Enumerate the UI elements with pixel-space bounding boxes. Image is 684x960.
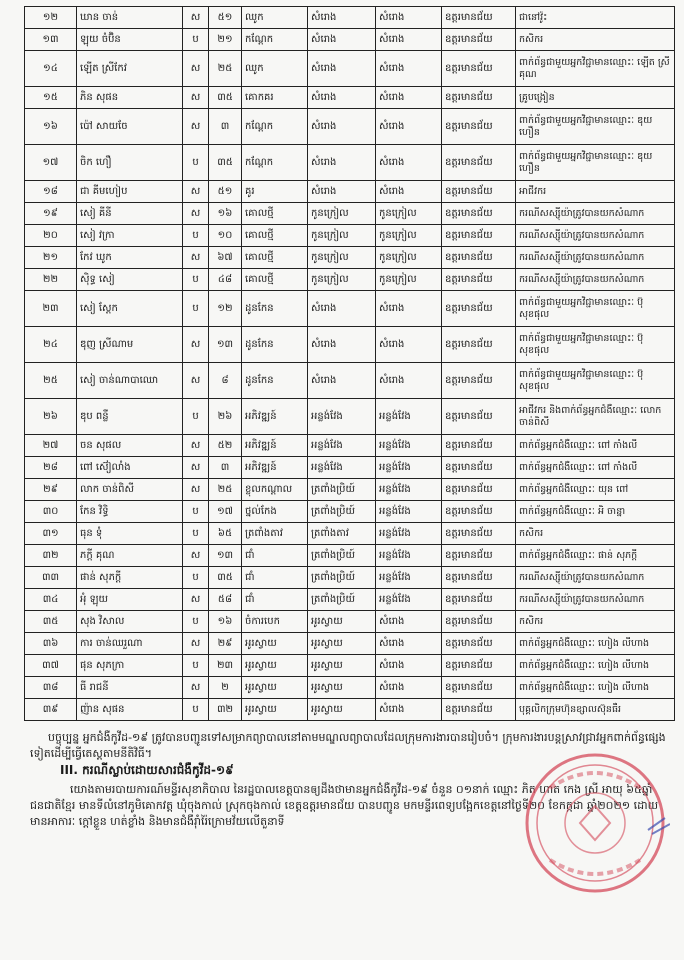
commune-cell: ត្រពាំងប្រិយ៍ [308,589,376,611]
row-number-cell: ៣០ [25,501,77,523]
age-cell: ៨ [209,363,242,399]
row-number-cell: ២៧ [25,435,77,457]
table-row [25,567,675,589]
district-cell: ឧត្តរមានជ័យ [442,109,516,145]
district-commune-cell: សំរោង [376,327,442,363]
case-note-cell: ករណីសស្ស៊ីយ៉ាត្រូវបានយកសំណាក [516,589,675,611]
row-number-cell: ១៦ [25,109,77,145]
district-cell: ឧត្តរមានជ័យ [442,501,516,523]
village-of-residence-cell: ចំការបេក [242,611,308,633]
age-cell: ៣៥ [209,567,242,589]
village-of-residence-cell: ថ្នល់កែង [242,501,308,523]
sex-cell: ស [183,435,209,457]
district-cell: ឧត្តរមានជ័យ [442,545,516,567]
village-of-residence-cell: ឈូក [242,51,308,87]
table-row [25,363,675,399]
sex-cell: ស [183,363,209,399]
age-cell: ៥២ [209,435,242,457]
district-cell: ឧត្តរមានជ័យ [442,203,516,225]
case-note-cell: ពាក់ព័ន្ធជាមួយអ្នកវិជ្ជាមានឈ្មោះៈ ឡើត ស្រីគុណ [516,51,675,87]
sex-cell: ស [183,327,209,363]
table-row [25,457,675,479]
commune-cell: សំរោង [308,7,376,29]
case-note-cell: ពាក់ព័ន្ធជាមួយអ្នកវិជ្ជាមានឈ្មោះៈ ប៊ុ សុខផុល [516,363,675,399]
person-name-cell: ឌុញ ស្រីណាម [77,327,183,363]
table-row [25,327,675,363]
person-name-cell: ឡើត ស្រីកែវ [77,51,183,87]
village-of-residence-cell: អូរស្វាយ [242,655,308,677]
case-note-cell: ជានៅវ៉ូះ [516,7,675,29]
commune-cell: សំរោង [308,363,376,399]
village-of-residence-cell: គូរ [242,181,308,203]
commune-cell: ត្រពាំងប្រិយ៍ [308,479,376,501]
commune-cell: សំរោង [308,327,376,363]
table-row [25,51,675,87]
case-note-cell: ករណីសស្ស៊ីយ៉ាត្រូវបានយកសំណាក [516,269,675,291]
sex-cell: ស [183,589,209,611]
district-commune-cell: សំរោង [376,109,442,145]
district-cell: ឧត្តរមានជ័យ [442,87,516,109]
table-row [25,479,675,501]
age-cell: ២៥ [209,479,242,501]
row-number-cell: ២៨ [25,457,77,479]
case-note-cell: ករណីសស្ស៊ីយ៉ាត្រូវបានយកសំណាក [516,225,675,247]
district-cell: ឧត្តរមានជ័យ [442,181,516,203]
person-name-cell: សុង វិសាល [77,611,183,633]
row-number-cell: ៣៧ [25,655,77,677]
village-of-residence-cell: អូរស្វាយ [242,699,308,721]
row-number-cell: ២២ [25,269,77,291]
row-number-cell: ៣៥ [25,611,77,633]
row-number-cell: ២៤ [25,327,77,363]
commune-cell: ត្រពាំងប្រិយ៍ [308,501,376,523]
district-commune-cell: អន្លង់វែង [376,545,442,567]
commune-cell: អូរស្វាយ [308,677,376,699]
commune-cell: សំរោង [308,87,376,109]
table-row [25,435,675,457]
row-number-cell: ១៣ [25,29,77,51]
age-cell: ១៣ [209,327,242,363]
person-name-cell: ជា គីមហៀប [77,181,183,203]
row-number-cell: ១៩ [25,203,77,225]
person-name-cell: លាក ចាន់ពិសី [77,479,183,501]
table-row [25,699,675,721]
sex-cell: ប [183,29,209,51]
district-commune-cell: សំរោង [376,29,442,51]
sex-cell: ប [183,291,209,327]
district-commune-cell: សំរោង [376,655,442,677]
person-name-cell: ធុន ទុំ [77,523,183,545]
district-commune-cell: អន្លង់វែង [376,399,442,435]
row-number-cell: ៣៣ [25,567,77,589]
row-number-cell: ១២ [25,7,77,29]
sex-cell: ស [183,87,209,109]
district-commune-cell: សំរោង [376,611,442,633]
district-cell: ឧត្តរមានជ័យ [442,225,516,247]
commune-cell: សំរោង [308,145,376,181]
district-cell: ឧត្តរមានជ័យ [442,399,516,435]
commune-cell: កូនក្រៀល [308,225,376,247]
row-number-cell: ២៦ [25,399,77,435]
village-of-residence-cell: គោលថ្មី [242,247,308,269]
person-name-cell: ភិន សុផន [77,87,183,109]
row-number-cell: ១៤ [25,51,77,87]
roster-body [25,7,675,721]
row-number-cell: ៣១ [25,523,77,545]
age-cell: ២១ [209,29,242,51]
age-cell: ៥១ [209,7,242,29]
village-of-residence-cell: ជាំ [242,567,308,589]
district-commune-cell: អន្លង់វែង [376,479,442,501]
case-note-cell: អាជីវករ [516,181,675,203]
case-note-cell: ពាក់ព័ន្ធជាមួយអ្នកវិជ្ជាមានឈ្មោះៈ ឌុយ ហឿន [516,109,675,145]
sex-cell: ស [183,203,209,225]
commune-cell: អន្លង់វែង [308,457,376,479]
person-name-cell: ស៊ិទ្ធ សៀ [77,269,183,291]
case-note-cell: ករណីសស្ស៊ីយ៉ាត្រូវបានយកសំណាក [516,203,675,225]
age-cell: ៤៨ [209,269,242,291]
age-cell: ១៣ [209,545,242,567]
case-note-cell: ពាក់ព័ន្ធជាមួយអ្នកវិជ្ជាមានឈ្មោះៈ ឌុយ ហឿន [516,145,675,181]
person-name-cell: សៀ ស្តែក [77,291,183,327]
table-row [25,655,675,677]
sex-cell: ប [183,567,209,589]
commune-cell: សំរោង [308,109,376,145]
table-row [25,181,675,203]
case-note-cell: ពាក់ព័ន្ធអ្នកជំងឺឈ្មោះៈ អិ ចាន្នា [516,501,675,523]
table-row [25,29,675,51]
district-commune-cell: សំរោង [376,7,442,29]
person-name-cell: ឡុយ ចំប៊ិន [77,29,183,51]
commune-cell: សំរោង [308,181,376,203]
district-cell: ឧត្តរមានជ័យ [442,145,516,181]
age-cell: ៥១ [209,181,242,203]
table-row [25,225,675,247]
district-commune-cell: សំរោង [376,633,442,655]
case-roster-table [24,6,675,721]
table-row [25,633,675,655]
district-commune-cell: សំរោង [376,363,442,399]
district-commune-cell: អន្លង់វែង [376,457,442,479]
case-note-cell: ពាក់ព័ន្ធអ្នកជំងឺឈ្មោះៈ ពៅ កាំងលី [516,457,675,479]
person-name-cell: ផាន់ សុភក្តី [77,567,183,589]
person-name-cell: ភក្តី គុណ [77,545,183,567]
person-name-cell: ពៅ ស៊ៀលាំង [77,457,183,479]
age-cell: ៥៨ [209,589,242,611]
district-cell: ឧត្តរមានជ័យ [442,7,516,29]
village-of-residence-cell: ដូនកែន [242,327,308,363]
row-number-cell: ១៧ [25,145,77,181]
village-of-residence-cell: អូរស្វាយ [242,633,308,655]
person-name-cell: ញ៉ាន សុផន [77,699,183,721]
commune-cell: សំរោង [308,29,376,51]
row-number-cell: ៣៤ [25,589,77,611]
village-of-residence-cell: ខ្លុលកណ្តាល [242,479,308,501]
age-cell: ១២ [209,291,242,327]
person-name-cell: ផុន សុភក្រា [77,655,183,677]
table-row [25,399,675,435]
table-row [25,203,675,225]
village-of-residence-cell: ជាំ [242,589,308,611]
district-commune-cell: សំរោង [376,87,442,109]
row-number-cell: ២៥ [25,363,77,399]
commune-cell: អូរស្វាយ [308,655,376,677]
death-report-paragraph: យោងតាមរបាយការណ៍មន្ទីរសុខាភិបាល នៃរដ្ឋបាលខេត្តបានឲ្យដឹងថាមានអ្នកជំងឺកូវីដ-១៩ ចំនួន ០១នាក់ ឈ្មោះ ភិត ហាត កេង ស្រី អាយុ ៦៥ឆ្នាំ ជនជាតិខ្មែរ មានទីលំនៅភូមិគោកវត្ត ឃុំចុងកាល់ ស្រុកចុងកាល់ ខេត្តឧត្តរមានជ័យ បានបញ្ជូន មកមន្ទីរពេទ្យបង្អែកខេត្តនៅថ្ងៃទី២០ ខែកក្កដា ឆ្នាំ២០២១ ដោយមានអាការៈ ក្តៅខ្លួន ហត់ខ្លាំង និងមានជំងឺរ៉ាំរ៉ៃក្រោមវ័យលើតួនាទី [30,783,659,828]
row-number-cell: ១៨ [25,181,77,203]
person-name-cell: ឃាន ចាន់ [77,7,183,29]
village-of-residence-cell: ដូនកែន [242,363,308,399]
commune-cell: អូរស្វាយ [308,611,376,633]
person-name-cell: កែន វិទ្ធិ [77,501,183,523]
village-of-residence-cell: កណ្តែក [242,145,308,181]
age-cell: ៣៥ [209,87,242,109]
person-name-cell: កែវ ឃូក [77,247,183,269]
district-cell: ឧត្តរមានជ័យ [442,291,516,327]
village-of-residence-cell: គោលថ្មី [242,269,308,291]
age-cell: ៣ [209,109,242,145]
district-commune-cell: សំរោង [376,145,442,181]
case-note-cell: ពាក់ព័ន្ធអ្នកជំងឺឈ្មោះៈ យុន ពៅ [516,479,675,501]
age-cell: ១៦ [209,203,242,225]
village-of-residence-cell: គោលថ្មី [242,203,308,225]
age-cell: ២ [209,677,242,699]
person-name-cell: ចិក ហឿ [77,145,183,181]
status-paragraph: បច្ចុប្បន្ន អ្នកជំងឺកូវីដ-១៩ ត្រូវបានបញ្ជូនទៅសម្រាកព្យាបាលនៅតាមមណ្ឌលព្យាបាលដែលក្រុមការងារបានរៀបចំ។ ក្រុមការងារបន្តស្រាវជ្រាវអ្នកពាក់ព័ន្ធផ្សេងទៀតដើម្បីធ្វើតេស្តតាមនីតិវិធី។ [30,731,666,760]
sex-cell: ប [183,225,209,247]
case-note-cell: ពាក់ព័ន្ធជាមួយអ្នកវិជ្ជាមានឈ្មោះៈ ប៊ុ សុខផុល [516,327,675,363]
row-number-cell: ៣៦ [25,633,77,655]
village-of-residence-cell: អភិវឌ្ឍន៍ [242,399,308,435]
age-cell: ២៩ [209,633,242,655]
sex-cell: ស [183,181,209,203]
district-cell: ឧត្តរមានជ័យ [442,611,516,633]
row-number-cell: ២១ [25,247,77,269]
district-commune-cell: កូនក្រៀល [376,203,442,225]
case-note-cell: កសិករ [516,523,675,545]
table-row [25,269,675,291]
district-commune-cell: អន្លង់វែង [376,523,442,545]
table-row [25,501,675,523]
case-note-cell: ករណីសស្ស៊ីយ៉ាត្រូវបានយកសំណាក [516,247,675,269]
sex-cell: ប [183,699,209,721]
official-seal-stamp [520,748,670,898]
person-name-cell: សៀ ចាន់ណាបាឈោ [77,363,183,399]
case-note-cell: បុគ្គលិកក្រុមហ៊ុនខ្សាលស៊ុនធឺរ [516,699,675,721]
district-cell: ឧត្តរមានជ័យ [442,457,516,479]
age-cell: ២៦ [209,399,242,435]
district-commune-cell: អន្លង់វែង [376,589,442,611]
case-note-cell: ករណីសស្ស៊ីយ៉ាត្រូវបានយកសំណាក [516,567,675,589]
commune-cell: ត្រពាំងតាវ [308,523,376,545]
district-commune-cell: កូនក្រៀល [376,269,442,291]
person-name-cell: ធី រាជនី [77,677,183,699]
district-cell: ឧត្តរមានជ័យ [442,633,516,655]
age-cell: ១៧ [209,501,242,523]
district-cell: ឧត្តរមានជ័យ [442,327,516,363]
district-cell: ឧត្តរមានជ័យ [442,699,516,721]
table-row [25,291,675,327]
age-cell: ១៦ [209,611,242,633]
section-heading-deaths: III. ករណីស្លាប់ដោយសារជំងឺកូវីដ-១៩ [60,763,234,777]
district-commune-cell: កូនក្រៀល [376,247,442,269]
sex-cell: ប [183,269,209,291]
age-cell: ៦៧ [209,247,242,269]
age-cell: ៦៥ [209,523,242,545]
table-row [25,589,675,611]
district-cell: ឧត្តរមានជ័យ [442,655,516,677]
table-row [25,7,675,29]
row-number-cell: ៣៩ [25,699,77,721]
table-row [25,109,675,145]
case-note-cell: ពាក់ព័ន្ធអ្នកជំងឺឈ្មោះៈ ហៀង លីហាង [516,633,675,655]
commune-cell: កូនក្រៀល [308,247,376,269]
village-of-residence-cell: ឈូក [242,7,308,29]
case-note-cell: គ្រូបង្រៀន [516,87,675,109]
district-cell: ឧត្តរមានជ័យ [442,247,516,269]
district-commune-cell: សំរោង [376,181,442,203]
case-note-cell: ពាក់ព័ន្ធអ្នកជំងឺឈ្មោះៈ ហៀង លីហាង [516,655,675,677]
age-cell: ២៥ [209,51,242,87]
row-number-cell: ៣៨ [25,677,77,699]
row-number-cell: ២០ [25,225,77,247]
sex-cell: ស [183,633,209,655]
sex-cell: ស [183,677,209,699]
person-name-cell: ឌុប ពន្លឺ [77,399,183,435]
sex-cell: ស [183,109,209,145]
district-commune-cell: សំរោង [376,677,442,699]
table-row [25,523,675,545]
case-note-cell: ពាក់ព័ន្ធអ្នកជំងឺឈ្មោះៈ ពៅ កាំងលី [516,435,675,457]
person-name-cell: អុំ ឡុយ [77,589,183,611]
village-of-residence-cell: កណ្តែក [242,29,308,51]
table-row [25,677,675,699]
commune-cell: កូនក្រៀល [308,203,376,225]
sex-cell: ស [183,479,209,501]
commune-cell: អន្លង់វែង [308,435,376,457]
sex-cell: ស [183,51,209,87]
district-cell: ឧត្តរមានជ័យ [442,677,516,699]
commune-cell: អន្លង់វែង [308,399,376,435]
age-cell: ៣ [209,457,242,479]
case-note-cell: កសិករ [516,29,675,51]
sex-cell: ស [183,247,209,269]
age-cell: ៣២ [209,699,242,721]
district-cell: ឧត្តរមានជ័យ [442,269,516,291]
commune-cell: សំរោង [308,291,376,327]
village-of-residence-cell: គោលថ្មី [242,225,308,247]
commune-cell: អូរស្វាយ [308,633,376,655]
district-commune-cell: កូនក្រៀល [376,225,442,247]
village-of-residence-cell: គោកគរ [242,87,308,109]
district-commune-cell: អន្លង់វែង [376,435,442,457]
row-number-cell: ១៥ [25,87,77,109]
commune-cell: ត្រពាំងប្រិយ៍ [308,545,376,567]
case-note-cell: អាជីវករ និងពាក់ព័ន្ធអ្នកជំងឺឈ្មោះៈ លោក ចាន់ពិសី [516,399,675,435]
person-name-cell: ប៉ៅ សាយចែ [77,109,183,145]
commune-cell: កូនក្រៀល [308,269,376,291]
district-cell: ឧត្តរមានជ័យ [442,479,516,501]
person-name-cell: សៀ គីនី [77,203,183,225]
sex-cell: ស [183,7,209,29]
sex-cell: ស [183,545,209,567]
district-commune-cell: សំរោង [376,291,442,327]
village-of-residence-cell: កណ្តែក [242,109,308,145]
age-cell: ២៣ [209,655,242,677]
row-number-cell: ២៩ [25,479,77,501]
sex-cell: ប [183,611,209,633]
table-row [25,247,675,269]
commune-cell: ត្រពាំងប្រិយ៍ [308,567,376,589]
person-name-cell: ចន សុផល [77,435,183,457]
table-row [25,611,675,633]
commune-cell: សំរោង [308,51,376,87]
village-of-residence-cell: អភិវឌ្ឍន៍ [242,457,308,479]
age-cell: ១០ [209,225,242,247]
district-cell: ឧត្តរមានជ័យ [442,51,516,87]
village-of-residence-cell: ត្រពាំងតាវ [242,523,308,545]
district-commune-cell: អន្លង់វែង [376,567,442,589]
table-row [25,145,675,181]
district-cell: ឧត្តរមានជ័យ [442,567,516,589]
table-row [25,545,675,567]
commune-cell: អូរស្វាយ [308,699,376,721]
row-number-cell: ២៣ [25,291,77,327]
sex-cell: ប [183,501,209,523]
village-of-residence-cell: អភិវឌ្ឍន៍ [242,435,308,457]
village-of-residence-cell: អូរស្វាយ [242,677,308,699]
district-commune-cell: អន្លង់វែង [376,501,442,523]
sex-cell: ប [183,399,209,435]
sex-cell: ប [183,145,209,181]
case-note-cell: ពាក់ព័ន្ធអ្នកជំងឺឈ្មោះៈ ផាន់ សុភក្តី [516,545,675,567]
person-name-cell: សៀ វក្រា [77,225,183,247]
sex-cell: ស [183,457,209,479]
age-cell: ៣៥ [209,145,242,181]
district-commune-cell: សំរោង [376,699,442,721]
table-row [25,87,675,109]
district-cell: ឧត្តរមានជ័យ [442,363,516,399]
case-note-cell: ពាក់ព័ន្ធជាមួយអ្នកវិជ្ជាមានឈ្មោះៈ ប៊ុ សុខផុល [516,291,675,327]
village-of-residence-cell: ដូនកែន [242,291,308,327]
district-cell: ឧត្តរមានជ័យ [442,435,516,457]
district-cell: ឧត្តរមានជ័យ [442,589,516,611]
person-name-cell: ការ ចាន់ឈរួណា [77,633,183,655]
row-number-cell: ៣២ [25,545,77,567]
sex-cell: ប [183,523,209,545]
district-cell: ឧត្តរមានជ័យ [442,523,516,545]
district-commune-cell: សំរោង [376,51,442,87]
case-note-cell: កសិករ [516,611,675,633]
district-cell: ឧត្តរមានជ័យ [442,29,516,51]
case-note-cell: ពាក់ព័ន្ធអ្នកជំងឺឈ្មោះៈ ហៀង លីហាង [516,677,675,699]
sex-cell: ប [183,655,209,677]
village-of-residence-cell: ជាំ [242,545,308,567]
